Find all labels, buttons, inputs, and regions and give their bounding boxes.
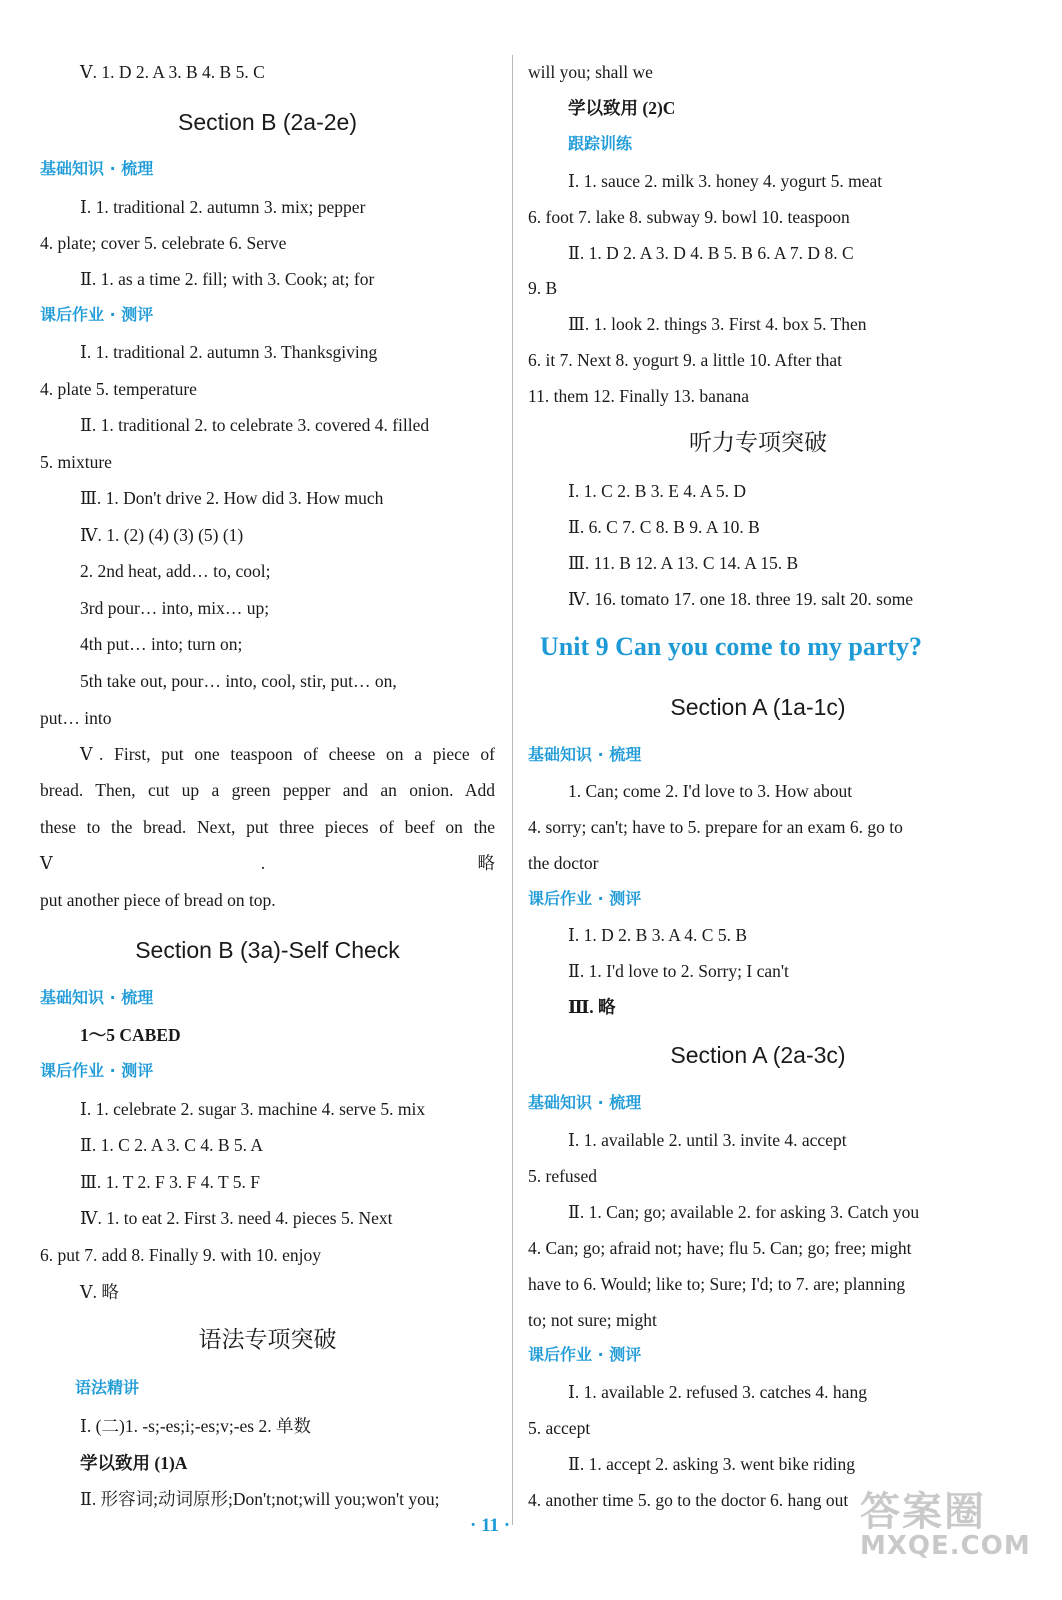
column-divider (512, 55, 513, 1525)
category-label: 基础知识 · 梳理 (40, 159, 154, 178)
answer-line: 5. accept (528, 1418, 591, 1438)
answer-line: Ⅴ. 1. D 2. A 3. B 4. B 5. C (80, 62, 265, 82)
answer-line: Ⅱ. 1. Can; go; available 2. for asking 3. Catch you (568, 1202, 920, 1222)
answer-line: 4. plate; cover 5. celebrate 6. Serve (40, 233, 287, 253)
category-label: 基础知识 · 梳理 (528, 1093, 642, 1112)
paragraph-line: Ⅴ. 略 (40, 853, 495, 873)
answer-line: 3rd pour… into, mix… up; (80, 598, 270, 618)
answer-line: Ⅰ. 1. C 2. B 3. E 4. A 5. D (568, 481, 747, 501)
section-heading: Section A (1a-1c) (670, 694, 846, 720)
answer-line: Ⅳ. 16. tomato 17. one 18. three 19. salt 20. some (568, 589, 914, 609)
answer-line: Ⅳ. 1. to eat 2. First 3. need 4. pieces 5. Next (80, 1208, 393, 1228)
answer-line: 2. 2nd heat, add… to, cool; (80, 561, 271, 581)
answer-line: Ⅲ. 略 (568, 997, 616, 1017)
answer-line: Ⅰ. 1. celebrate 2. sugar 3. machine 4. serve 5. mix (80, 1099, 426, 1119)
watermark-logo (860, 1480, 1031, 1561)
paragraph-line: put another piece of bread on top. (40, 890, 276, 910)
section-heading: Section A (2a-3c) (670, 1042, 846, 1068)
answer-line: Ⅲ. 1. Don't drive 2. How did 3. How much (80, 488, 384, 508)
section-heading: 语法专项突破 (198, 1327, 337, 1353)
category-label: 课后作业 · 测评 (40, 305, 154, 324)
answer-line: 5. mixture (40, 452, 112, 472)
answer-line: 1～5 CABED (80, 1025, 181, 1045)
answer-line: 4. another time 5. go to the doctor 6. hang out (528, 1490, 849, 1510)
answer-line: to; not sure; might (528, 1310, 657, 1330)
category-label: 课后作业 · 测评 (528, 1345, 642, 1364)
answer-line: Ⅰ. 1. available 2. refused 3. catches 4. hang (568, 1382, 867, 1402)
answer-line: 4. sorry; can't; have to 5. prepare for an exam 6. go to (528, 817, 903, 837)
answer-line: 9. B (528, 278, 558, 298)
answer-line: Ⅲ. 1. look 2. things 3. First 4. box 5. Then (568, 314, 867, 334)
answer-line: Ⅰ. 1. available 2. until 3. invite 4. accept (568, 1130, 847, 1150)
answer-line: 6. foot 7. lake 8. subway 9. bowl 10. teaspoon (528, 207, 850, 227)
section-heading: Section B (2a-2e) (178, 109, 357, 135)
answer-line: Ⅱ. 6. C 7. C 8. B 9. A 10. B (568, 517, 760, 537)
answer-line: 1. Can; come 2. I'd love to 3. How about (568, 781, 853, 801)
answer-line: 4. plate 5. temperature (40, 379, 197, 399)
answer-line: 6. put 7. add 8. Finally 9. with 10. enjoy (40, 1245, 321, 1265)
answer-line: 4. Can; go; afraid not; have; flu 5. Can; go; free; might (528, 1238, 912, 1258)
answer-line: Ⅱ. 1. C 2. A 3. C 4. B 5. A (80, 1135, 264, 1155)
category-label: 基础知识 · 梳理 (528, 745, 642, 764)
page-number: · 11 · (470, 1515, 511, 1536)
answer-line: 学以致用 (2)C (568, 98, 676, 118)
answer-line: Ⅴ. 略 (80, 1282, 119, 1302)
paragraph-line: Ⅴ. First, put one teaspoon of cheese on a piece of (80, 744, 495, 764)
answer-line: the doctor (528, 853, 599, 873)
answer-line: Ⅱ. 1. as a time 2. fill; with 3. Cook; at; for (80, 269, 375, 289)
paragraph-line: bread. Then, cut up a green pepper and an onion. Add (40, 780, 495, 800)
answer-line: 6. it 7. Next 8. yogurt 9. a little 10. After that (528, 350, 842, 370)
answer-line: will you; shall we (528, 62, 653, 82)
answer-line: 学以致用 (1)A (80, 1453, 188, 1473)
answer-line: Ⅰ. 1. traditional 2. autumn 3. mix; pepper (80, 197, 366, 217)
category-label: 跟踪训练 (568, 134, 633, 153)
watermark-url: MXQE.COM (860, 1531, 1031, 1561)
category-label: 课后作业 · 测评 (40, 1061, 154, 1080)
answer-line: Ⅱ. 1. traditional 2. to celebrate 3. covered 4. filled (80, 415, 430, 435)
answer-line: have to 6. Would; like to; Sure; I'd; to 7. are; planning (528, 1274, 906, 1294)
watermark-text: 答案圈 (860, 1489, 986, 1535)
answer-line: Ⅲ. 1. T 2. F 3. F 4. T 5. F (80, 1172, 260, 1192)
answer-line: 4th put… into; turn on; (80, 634, 243, 654)
answer-line: Ⅰ. 1. D 2. B 3. A 4. C 5. B (568, 925, 748, 945)
category-label: 基础知识 · 梳理 (40, 988, 154, 1007)
answer-line: Ⅰ. (二)1. -s;-es;i;-es;v;-es 2. 单数 (80, 1416, 311, 1436)
answer-line: Ⅰ. 1. traditional 2. autumn 3. Thanksgiving (80, 342, 378, 362)
answer-line: Ⅱ. 形容词;动词原形;Don't;not;will you;won't you; (80, 1489, 440, 1509)
answer-line: Ⅰ. 1. sauce 2. milk 3. honey 4. yogurt 5. meat (568, 171, 883, 191)
answer-line: Ⅲ. 11. B 12. A 13. C 14. A 15. B (568, 553, 799, 573)
answer-line: 5. refused (528, 1166, 598, 1186)
answer-line: 11. them 12. Finally 13. banana (528, 386, 749, 406)
unit-title: Unit 9 Can you come to my party? (540, 632, 923, 661)
category-label: 语法精讲 (75, 1378, 140, 1397)
section-heading: Section B (3a)-Self Check (135, 937, 400, 963)
answer-line: put… into (40, 708, 112, 728)
answer-line: Ⅱ. 1. accept 2. asking 3. went bike riding (568, 1454, 855, 1474)
category-label: 课后作业 · 测评 (528, 889, 642, 908)
answer-line: Ⅳ. 1. (2) (4) (3) (5) (1) (80, 525, 244, 545)
section-heading: 听力专项突破 (689, 430, 827, 456)
answer-line: Ⅱ. 1. D 2. A 3. D 4. B 5. B 6. A 7. D 8. C (568, 243, 854, 263)
answer-line: 5th take out, pour… into, cool, stir, put… on, (80, 671, 397, 691)
paragraph-line: these to the bread. Next, put three pieces of beef on the (40, 817, 495, 837)
answer-line: Ⅱ. 1. I'd love to 2. Sorry; I can't (568, 961, 789, 981)
